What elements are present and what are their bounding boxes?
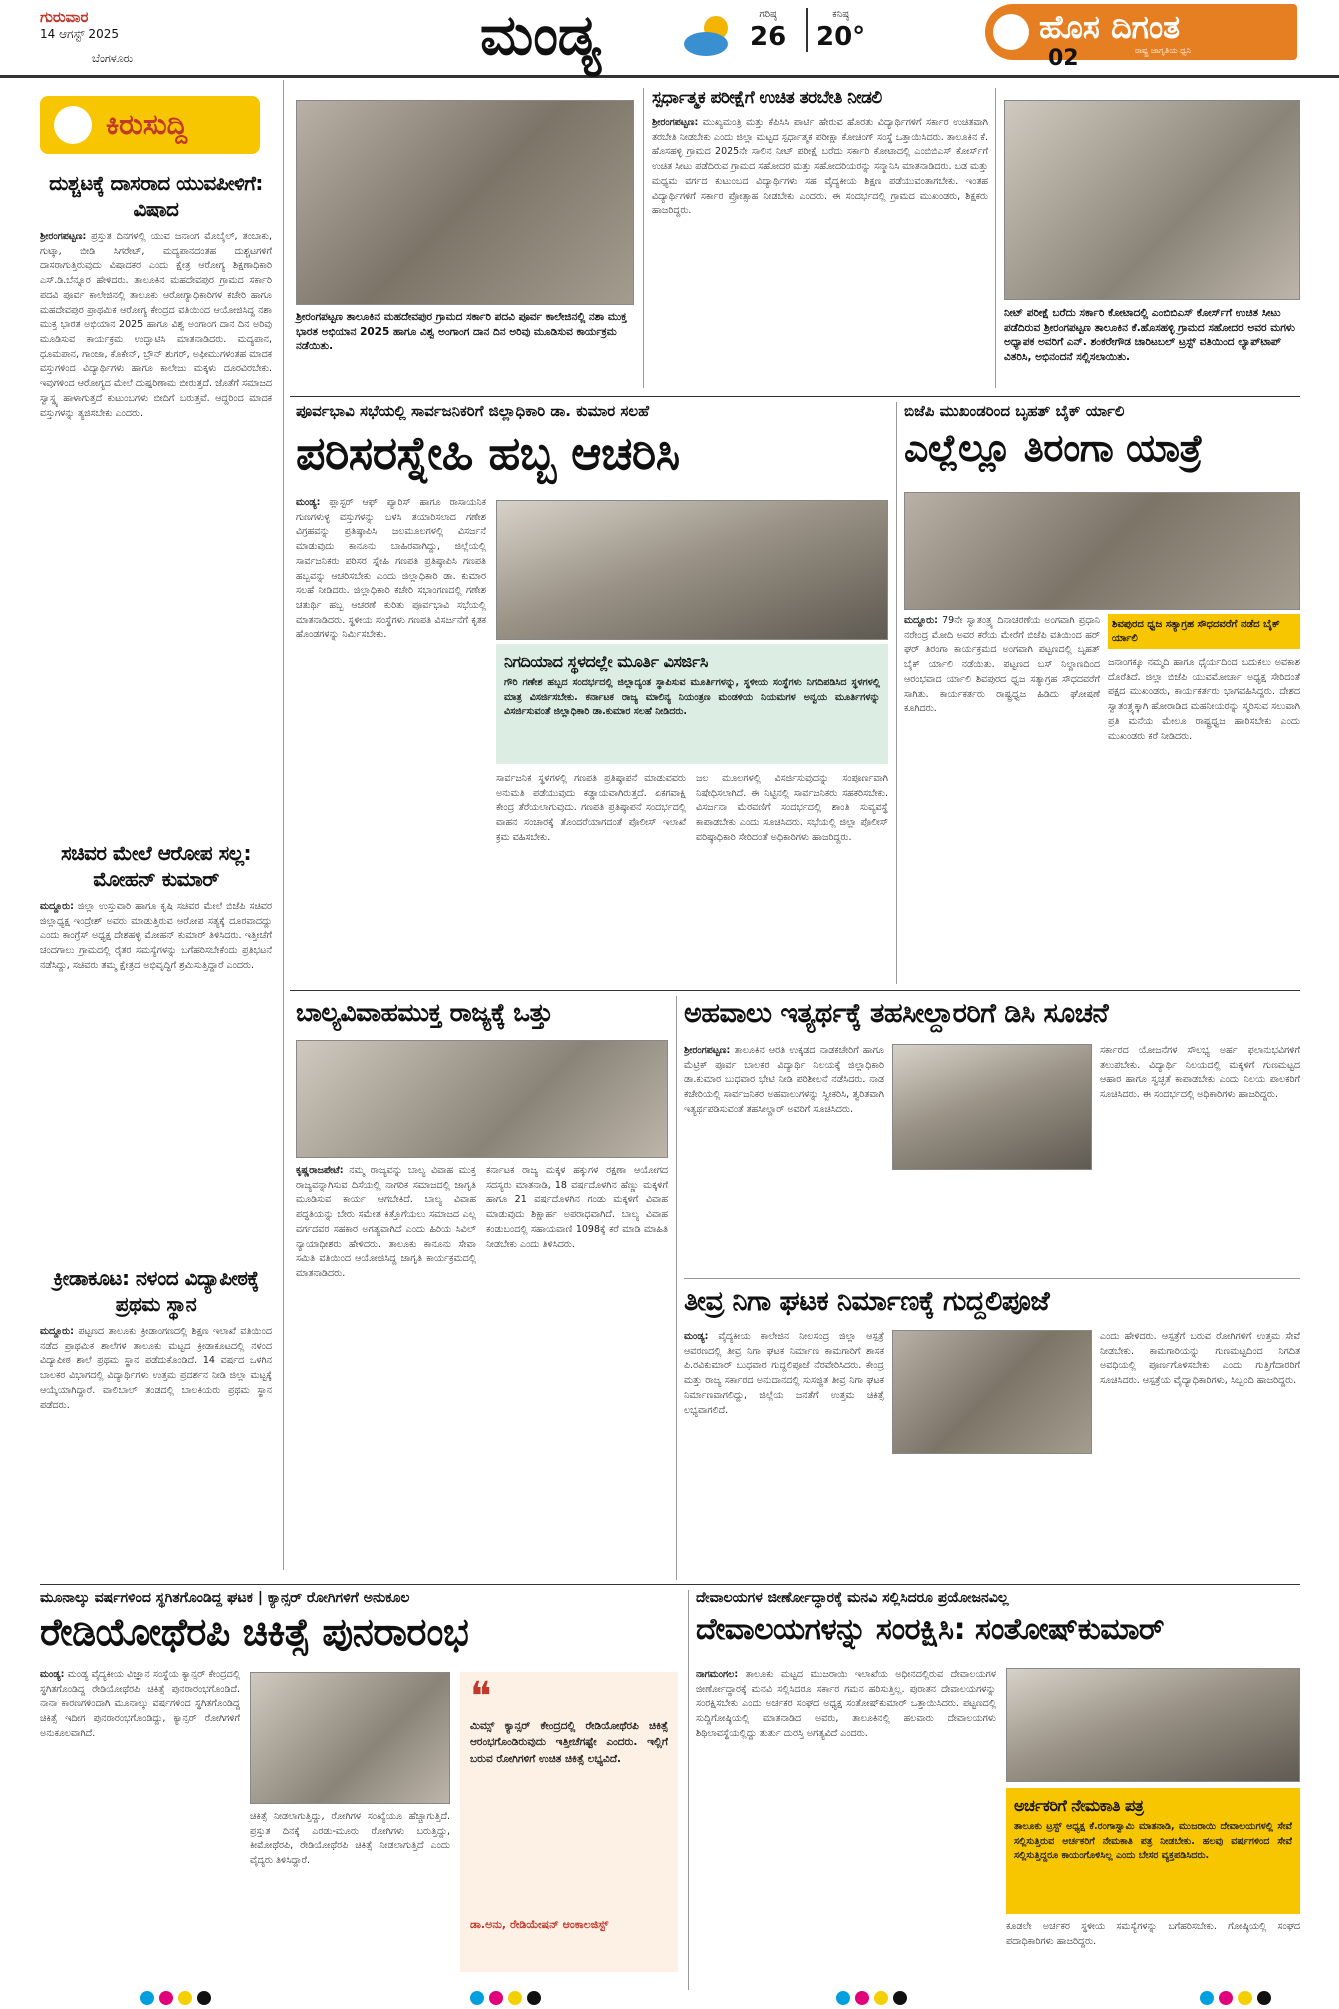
child-col2: ಕರ್ನಾಟಕ ರಾಜ್ಯ ಮಕ್ಕಳ ಹಕ್ಕುಗಳ ರಕ್ಷಣಾ ಆಯೋಗದ ಸದಸ್ಯರು ಮಾತನಾಡಿ, 18 ವರ್ಷದೊಳಗಿನ ಹೆಣ್ಣು ಮಕ್ಕಳಿಗೆ ಹಾಗೂ 21 ವರ್ಷದೊಳಗಿನ ಗಂಡು ಮಕ್ಕಳಿಗೆ ವಿವಾಹ ಮಾಡುವುದು ಶಿಕ್ಷಾರ್ಹ ಅಪರಾಧವಾಗಿದೆ. ಬಾಲ್ಯ ವಿವಾಹ ಕಂಡುಬಂದಲ್ಲಿ ಸಹಾಯವಾಣಿ 1098ಕ್ಕೆ ಕರೆ ಮಾಡಿ ಮಾಹಿತಿ ನೀಡಬೇಕು ಎಂದು ತಿಳಿಸಿದರು. (486, 1165, 668, 1250)
parisara-col1: ಮಂಡ್ಯ: ಪ್ಲಾಸ್ಟರ್ ಆಫ್ ಪ್ಯಾರಿಸ್ ಹಾಗೂ ರಾಸಾಯನಿಕ ಗುಣಗಳುಳ್ಳ ವಸ್ತುಗಳನ್ನು ಬಳಸಿ ತಯಾರಿಸಲಾದ ಗಣೇಶ ವಿಗ್ರಹವನ್ನು ಪ್ರತಿಷ್ಠಾಪಿಸಿ ಜಲಮೂಲಗಳಲ್ಲಿ ವಿಸರ್ಜನೆ ಮಾಡುವುದು ಕಾನೂನು ಬಾಹಿರವಾಗಿದ್ದು, ಜಿಲ್ಲೆಯಲ್ಲಿ ಸಾರ್ವಜನಿಕರು ಪರಿಸರ ಸ್ನೇಹಿ ಗಣಪತಿ ಪ್ರತಿಷ್ಠಾಪಿಸಿ ಗಣಪತಿ ಹಬ್ಬವನ್ನು ಆಚರಿಸಬೇಕು ಎಂದು ಜಿಲ್ಲಾಧಿಕಾರಿ ಡಾ. ಕುಮಾರ ಸಲಹೆ ನೀಡಿದರು. ಜಿಲ್ಲಾಧಿಕಾರಿ ಕಚೇರಿ ಸಭಾಂಗಣದಲ್ಲಿ ಗಣೇಶ ಚತುರ್ಥಿ ಹಬ್ಬ ಆಚರಣೆ ಕುರಿತು ಪೂರ್ವಭಾವಿ ಸಭೆಯಲ್ಲಿ ಮಾತನಾಡಿದರು. ಸ್ಥಳೀಯ ಸಂಸ್ಥೆಗಳು ಗಣಪತಿ ವಿಸರ್ಜನೆಗೆ ಕೃತಕ ಹೊಂಡಗಳನ್ನು ನಿರ್ಮಿಸಬೇಕು. (296, 497, 486, 641)
report-headline: ಅಹವಾಲು ಇತ್ಯರ್ಥಕ್ಕೆ ತಹಸೀಲ್ದಾರರಿಗೆ ಡಿಸಿ ಸೂಚನೆ (684, 998, 1109, 1029)
kirusuddi-story-1: ದುಶ್ಚಟಕ್ಕೆ ದಾಸರಾದ ಯುವಪೀಳಿಗೆ: ವಿಷಾದ ಶ್ರೀರಂಗಪಟ್ಟಣ: ಪ್ರಸ್ತುತ ದಿನಗಳಲ್ಲಿ ಯುವ ಜನಾಂಗ ಮೊಬೈಲ್, ತಂಬಾಕು, ಗುಟ್ಕಾ, ಬೀಡಿ ಸಿಗರೇಟ್, ಮದ್ಯಪಾನದಂತಹ ದುಶ್ಚಟಗಳಿಗೆ ದಾಸರಾಗುತ್ತಿರುವುದು ವಿಷಾದಕರ ಎಂದು ಕ್ಷೇತ್ರ ಆರೋಗ್ಯ ಶಿಕ್ಷಣಾಧಿಕಾರಿ ಎಸ್.ಡಿ.ಬೆನ್ನೂರ ಹೇಳಿದರು. ತಾಲೂಕಿನ ಮಹದೇವಪುರ ಗ್ರಾಮದ ಸರ್ಕಾರಿ ಪದವಿ ಪೂರ್ವ ಕಾಲೇಜಿನಲ್ಲಿ ತಾಲೂಕು ಆರೋಗ್ಯಾಧಿಕಾರಿಗಳ ಕಚೇರಿ ಹಾಗೂ ಮಹದೇವಪುರ ಪ್ರಾಥಮಿಕ ಆರೋಗ್ಯ ಕೇಂದ್ರದ ವತಿಯಿಂದ ಆಯೋಜಿಸಿದ್ದ ನಶಾ ಮುಕ್ತ ಭಾರತ ಅಭಿಯಾನ 2025 ಹಾಗೂ ವಿಶ್ವ ಅಂಗಾಂಗ ದಾನ ದಿನ ಅರಿವು ಮೂಡಿಸುವ ಕಾರ್ಯಕ್ರಮ ಉದ್ಘಾಟಿಸಿ ಮಾತನಾಡಿದರು. ಮದ್ಯಪಾನ, ಧೂಮಪಾನ, ಗಾಂಜಾ, ಕೊಕೇನ್, ಬ್ರೌನ್ ಶುಗರ್, ಅಫೀಮುಗಳಂತಹ ಮಾದಕ ವಸ್ತುಗಳಿಂದ ವಿದ್ಯಾರ್ಥಿಗಳು ಹಾಗೂ ಕಾಲೇಜು ಮಕ್ಕಳು ದೂರವಿರಬೇಕು. ಇವುಗಳಿಂದ ಆರೋಗ್ಯದ ಮೇಲೆ ದುಷ್ಪರಿಣಾಮ ಬೀರುತ್ತದೆ. ಜೊತೆಗೆ ಸಮಾಜದ ಸ್ವಾಸ್ಥ್ಯ ಹಾಳಾಗುತ್ತದೆ ಕುಟುಂಬಗಳು ಬೀದಿಗೆ ಬರುತ್ತವೆ. ಆದ್ದರಿಂದ ಮಾದಕ ವಸ್ತುಗಳನ್ನು ತ್ಯಜಿಸಬೇಕು ಎಂದರು. (40, 171, 272, 419)
registration-marks-far-right (1200, 1990, 1276, 2009)
icu-headline: ತೀವ್ರ ನಿಗಾ ಘಟಕ ನಿರ್ಮಾಣಕ್ಕೆ ಗುದ್ದಲಿಪೂಜೆ (684, 1286, 1050, 1317)
report-col1: ಶ್ರೀರಂಗಪಟ್ಟಣ: ತಾಲೂಕಿನ ಆರತಿ ಉಕ್ಕಡದ ನಾಡಕಚೇರಿಗೆ ಹಾಗೂ ಮೆಟ್ರಿಕ್ ಪೂರ್ವ ಬಾಲಕರ ವಿದ್ಯಾರ್ಥಿ ನಿಲಯಕ್ಕೆ ಜಿಲ್ಲಾಧಿಕಾರಿ ಡಾ.ಕುಮಾರ ಬುಧವಾರ ಭೇಟಿ ನೀಡಿ ಪರಿಶೀಲನೆ ನಡೆಸಿದರು. ನಾಡ ಕಚೇರಿಯಲ್ಲಿ ಸಾರ್ವಜನಿಕರ ಅಹವಾಲುಗಳನ್ನು ಸ್ವೀಕರಿಸಿ, ತ್ವರಿತವಾಗಿ ಇತ್ಯರ್ಥಪಡಿಸುವಂತೆ ತಹಸೀಲ್ದಾರ್ ಅವರಿಗೆ ಸೂಚಿಸಿದರು. (684, 1045, 884, 1115)
photo-press-meet (1006, 1668, 1300, 1782)
story-radiotherapy: ಮೂನಾಲ್ಕು ವರ್ಷಗಳಿಂದ ಸ್ಥಗಿತಗೊಂಡಿದ್ದ ಘಟಕ | ಕ್ಯಾನ್ಸರ್ ರೋಗಿಗಳಿಗೆ ಅನುಕೂಲ ರೇಡಿಯೋಥೆರಪಿ ಚಿಕಿತ್ಸೆ ಪುನರಾರಂಭ (40, 1590, 469, 1654)
quote-author: ಡಾ.ಅನು, ರೇಡಿಯೇಷನ್ ಆಂಕಾಲಜಿಸ್ಟ್ (470, 1918, 609, 1931)
header-city: ಬೆಂಗಳೂರು (92, 52, 134, 65)
edition-title: ಮಂಡ್ಯ (480, 3, 601, 68)
photo-neet-students (1004, 100, 1300, 300)
parisara-box: ನಿಗದಿಯಾದ ಸ್ಥಳದಲ್ಲೇ ಮೂರ್ತಿ ವಿಸರ್ಜಿಸಿ ಗೌರಿ ಗಣೇಶ ಹಬ್ಬದ ಸಂದರ್ಭದಲ್ಲಿ ಜಿಲ್ಲಾದ್ಯಂತ ಸ್ಥಾಪಿಸುವ ಮೂರ್ತಿಗಳನ್ನು, ಸ್ಥಳೀಯ ಸಂಸ್ಥೆಗಳು ನಿಗದಿಪಡಿಸಿದ ಸ್ಥಳಗಳಲ್ಲಿ ಮಾತ್ರ ವಿಸರ್ಜಿಸಬೇಕು. ಕರ್ನಾಟಕ ರಾಜ್ಯ ಮಾಲಿನ್ಯ ನಿಯಂತ್ರಣ ಮಂಡಳಿಯ ನಿಯಮಗಳ ಅನ್ವಯ ಮೂರ್ತಿಗಳನ್ನು ವಿಸರ್ಜಿಸುವಂತೆ ಜಿಲ್ಲಾಧಿಕಾರಿ ಡಾ.ಕುಮಾರ ಸಲಹೆ ನೀಡಿದರು. (496, 644, 888, 764)
story-temple: ದೇವಾಲಯಗಳ ಜೀರ್ಣೋದ್ಧಾರಕ್ಕೆ ಮನವಿ ಸಲ್ಲಿಸಿದರೂ ಪ್ರಯೋಜನವಿಲ್ಲ ದೇವಾಲಯಗಳನ್ನು ಸಂರಕ್ಷಿಸಿ: ಸಂತೋಷ್‌ಕುಮಾರ್ (696, 1590, 1164, 1647)
registration-marks-right (836, 1990, 912, 2009)
weather-max: ಗರಿಷ್ಠ 26 (750, 9, 787, 52)
paper-logo: ಹೊಸ ದಿಗಂತ ರಾಷ್ಟ್ರ ಜಾಗೃತಿಯ ಧ್ವನಿ (985, 4, 1297, 60)
quote-icon: ❝ (470, 1674, 492, 1720)
report-col2: ಸರ್ಕಾರದ ಯೋಜನೆಗಳ ಸೌಲಭ್ಯ ಅರ್ಹ ಫಲಾನುಭವಿಗಳಿಗೆ ತಲುಪಬೇಕು. ವಿದ್ಯಾರ್ಥಿ ನಿಲಯದಲ್ಲಿ ಮಕ್ಕಳಿಗೆ ಗುಣಮಟ್ಟದ ಆಹಾರ ಹಾಗೂ ಸ್ವಚ್ಛತೆ ಕಾಪಾಡಬೇಕು ಎಂದು ನಿಲಯ ಪಾಲಕರಿಗೆ ಸೂಚಿಸಿದರು. ಈ ಸಂದರ್ಭದಲ್ಲಿ ಅಧಿಕಾರಿಗಳು ಹಾಜರಿದ್ದರು. (1100, 1045, 1300, 1101)
parisara-col3: ಜಲ ಮೂಲಗಳಲ್ಲಿ ವಿಸರ್ಜಿಸುವುದನ್ನು ಸಂಪೂರ್ಣವಾಗಿ ನಿಷೇಧಿಸಲಾಗಿದೆ. ಈ ನಿಟ್ಟಿನಲ್ಲಿ ಸಾರ್ವಜನಿಕರು ಸಹಕರಿಸಬೇಕು. ವಿಸರ್ಜನಾ ಮೆರವಣಿಗೆ ಸಂದರ್ಭದಲ್ಲಿ ಶಾಂತಿ ಸುವ್ಯವಸ್ಥೆ ಕಾಪಾಡಬೇಕು ಎಂದು ಸೂಚಿಸಿದರು. ಸಭೆಯಲ್ಲಿ ಜಿಲ್ಲಾ ಪೊಲೀಸ್ ವರಿಷ್ಠಾಧಿಕಾರಿ ಸೇರಿದಂತೆ ಅಧಿಕಾರಿಗಳು ಹಾಜರಿದ್ದರು. (696, 773, 888, 843)
tiranga-col1: ಮದ್ದೂರು: 79ನೇ ಸ್ವಾತಂತ್ರ್ಯ ದಿನಾಚರಣೆಯ ಅಂಗವಾಗಿ ಪ್ರಧಾನಿ ನರೇಂದ್ರ ಮೋದಿ ಅವರ ಕರೆಯ ಮೇರೆಗೆ ಬಿಜೆಪಿ ವತಿಯಿಂದ ಹರ್ ಘರ್ ತಿರಂಗಾ ಕಾರ್ಯಕ್ರಮದ ಅಂಗವಾಗಿ ಪಟ್ಟಣದಲ್ಲಿ ಬೃಹತ್ ಬೈಕ್ ರ್ಯಾಲಿ ನಡೆಯಿತು. ಪಟ್ಟಣದ ಬಸ್ ನಿಲ್ದಾಣದಿಂದ ಆರಂಭವಾದ ರ್ಯಾಲಿ ಶಿವಪುರದ ಧ್ವಜ ಸತ್ಯಾಗ್ರಹ ಸೌಧದವರೆಗೆ ಸಾಗಿತು. ಕಾರ್ಯಕರ್ತರು ರಾಷ್ಟ್ರಧ್ವಜ ಹಿಡಿದು ಘೋಷಣೆ ಕೂಗಿದರು. (904, 615, 1100, 715)
tiranga-col2: ಜನಾಂಗಕ್ಕೂ ನಮ್ಮದಿ ಹಾಗೂ ಧೈರ್ಯದಿಂದ ಬದುಕಲು ಅವಕಾಶ ದೊರೆತಿದೆ. ಜಿಲ್ಲಾ ಬಿಜೆಪಿ ಯುವಮೋರ್ಚಾ ಅಧ್ಯಕ್ಷ ಸೇರಿದಂತೆ ಪಕ್ಷದ ಮುಖಂಡರು, ಕಾರ್ಯಕರ್ತರು ಭಾಗವಹಿಸಿದ್ದರು. ದೇಶದ ಸ್ವಾತಂತ್ರ್ಯಕ್ಕಾಗಿ ಹೋರಾಡಿದ ಮಹನೀಯರನ್ನು ಸ್ಮರಿಸುವ ಸಲುವಾಗಿ ಪ್ರತಿ ಮನೆಯ ಮೇಲೂ ರಾಷ್ಟ್ರಧ್ವಜ ಹಾರಿಸಬೇಕು ಎಂದು ಮುಖಂಡರು ಕರೆ ನೀಡಿದರು. (1108, 657, 1300, 742)
story-parisara: ಪೂರ್ವಭಾವಿ ಸಭೆಯಲ್ಲಿ ಸಾರ್ವಜನಿಕರಿಗೆ ಜಿಲ್ಲಾಧಿಕಾರಿ ಡಾ. ಕುಮಾರ ಸಲಹೆ ಪರಿಸರಸ್ನೇಹಿ ಹಬ್ಬ ಆಚರಿಸಿ (296, 402, 680, 480)
weather-icon (680, 10, 740, 60)
photo-caption: ನೀಟ್ ಪರೀಕ್ಷೆ ಬರೆದು ಸರ್ಕಾರಿ ಕೋಟಾದಲ್ಲಿ ಎಂಬಿಬಿಎಸ್ ಕೋರ್ಸ್‌ಗೆ ಉಚಿತ ಸೀಟು ಪಡೆದಿರುವ ಶ್ರೀರಂಗಪಟ್ಟಣ ತಾಲೂಕಿನ ಕೆ.ಹೊಸಹಳ್ಳಿ ಗ್ರಾಮದ ಸಹೋದರ ಅವರ ಮಗಳು ಅಧ್ಯಾಪಕ ಅವರಿಗೆ ಎನ್. ಶಂಕರೇಗೌಡ ಚಾರಿಟಬಲ್ ಟ್ರಸ್ಟ್ ವತಿಯಿಂದ ಲ್ಯಾಪ್‌ಟಾಪ್ ವಿತರಿಸಿ, ಅಭಿನಂದನೆ ಸಲ್ಲಿಸಲಾಯಿತು. (1004, 307, 1295, 364)
tiranga-photo-tag: ಶಿವಪುರದ ಧ್ವಜ ಸತ್ಯಾಗ್ರಹ ಸೌಧದವರೆಗೆ ನಡೆದ ಬೈಕ್ ರ್ಯಾಲಿ (1108, 614, 1300, 649)
temple-col1: ನಾಗಮಂಗಲ: ತಾಲೂಕು ಮಟ್ಟದ ಮುಜರಾಯಿ ಇಲಾಖೆಯ ಅಧೀನದಲ್ಲಿರುವ ದೇವಾಲಯಗಳ ಜೀರ್ಣೋದ್ಧಾರಕ್ಕೆ ಮನವಿ ಸಲ್ಲಿಸಿದರೂ ಸರ್ಕಾರ ಗಮನ ಹರಿಸುತ್ತಿಲ್ಲ. ಪುರಾತನ ದೇವಾಲಯಗಳನ್ನು ಸಂರಕ್ಷಿಸಬೇಕು ಎಂದು ಅರ್ಚಕರ ಸಂಘದ ಅಧ್ಯಕ್ಷ ಸಂತೋಷ್‌ಕುಮಾರ್ ಒತ್ತಾಯಿಸಿದರು. ಪಟ್ಟಣದಲ್ಲಿ ಸುದ್ದಿಗೋಷ್ಠಿಯಲ್ಲಿ ಮಾತನಾಡಿದ ಅವರು, ತಾಲೂಕಿನಲ್ಲಿ ಹಲವಾರು ದೇವಾಲಯಗಳು ಶಿಥಿಲಾವಸ್ಥೆಯಲ್ಲಿದ್ದು ತುರ್ತು ದುರಸ್ತಿ ಅಗತ್ಯವಿದೆ ಎಂದರು. (696, 1669, 996, 1739)
icu-col2: ಎಂದು ಹೇಳಿದರು. ಆಸ್ಪತ್ರೆಗೆ ಬರುವ ರೋಗಿಗಳಿಗೆ ಉತ್ತಮ ಸೇವೆ ನೀಡಬೇಕು. ಕಾಮಗಾರಿಯನ್ನು ಗುಣಮಟ್ಟದಿಂದ ನಿಗದಿತ ಅವಧಿಯಲ್ಲಿ ಪೂರ್ಣಗೊಳಿಸಬೇಕು ಎಂದು ಗುತ್ತಿಗೆದಾರರಿಗೆ ಸೂಚಿಸಿದರು. ಆಸ್ಪತ್ರೆಯ ವೈದ್ಯಾಧಿಕಾರಿಗಳು, ಸಿಬ್ಬಂದಿ ಹಾಜರಿದ್ದರು. (1100, 1331, 1300, 1387)
photo-bike-rally (904, 492, 1300, 610)
photo-nasha-mukta (296, 100, 634, 305)
icu-col1: ಮಂಡ್ಯ: ವೈದ್ಯಕೀಯ ಕಾಲೇಜಿನ ನೀಲಸಂದ್ರ ಜಿಲ್ಲಾ ಆಸ್ಪತ್ರೆ ಆವರಣದಲ್ಲಿ ತೀವ್ರ ನಿಗಾ ಘಟಕ ನಿರ್ಮಾಣ ಕಾಮಗಾರಿಗೆ ಶಾಸಕ ಪಿ.ರವಿಕುಮಾರ್ ಬುಧವಾರ ಗುದ್ದಲಿಪೂಜೆ ನೆರವೇರಿಸಿದರು. ಕೇಂದ್ರ ಮತ್ತು ರಾಜ್ಯ ಸರ್ಕಾರದ ಅನುದಾನದಲ್ಲಿ ಸುಸಜ್ಜಿತ ತೀವ್ರ ನಿಗಾ ಘಟಕ ನಿರ್ಮಾಣವಾಗಲಿದ್ದು, ಜಿಲ್ಲೆಯ ಜನತೆಗೆ ಉತ್ತಮ ಚಿಕಿತ್ಸೆ ಲಭ್ಯವಾಗಲಿದೆ. (684, 1331, 884, 1416)
child-col1: ಕೃಷ್ಣರಾಜಪೇಟೆ: ನಮ್ಮ ರಾಜ್ಯವನ್ನು ಬಾಲ್ಯ ವಿವಾಹ ಮುಕ್ತ ರಾಜ್ಯವನ್ನಾಗಿಸುವ ದಿಸೆಯಲ್ಲಿ ನಾಗರಿಕ ಸಮಾಜದಲ್ಲಿ ಜಾಗೃತಿ ಮೂಡಿಸುವ ಕಾರ್ಯ ಆಗಬೇಕಿದೆ. ಬಾಲ್ಯ ವಿವಾಹ ಪದ್ಧತಿಯನ್ನು ಬೇರು ಸಮೇತ ಕಿತ್ತೊಗೆಯಲು ಸಮಾಜದ ಎಲ್ಲ ವರ್ಗದವರ ಸಹಕಾರ ಅಗತ್ಯವಾಗಿದೆ ಎಂದು ಹಿರಿಯ ಸಿವಿಲ್ ನ್ಯಾಯಾಧೀಶರು ಹೇಳಿದರು. ತಾಲೂಕು ಕಾನೂನು ಸೇವಾ ಸಮಿತಿ ವತಿಯಿಂದ ಆಯೋಜಿಸಿದ್ದ ಜಾಗೃತಿ ಕಾರ್ಯಕ್ರಮದಲ್ಲಿ ಮಾತನಾಡಿದರು. (296, 1165, 476, 1280)
header-left (40, 8, 119, 42)
child-marriage-headline: ಬಾಲ್ಯವಿವಾಹಮುಕ್ತ ರಾಜ್ಯಕ್ಕೆ ಒತ್ತು (296, 998, 553, 1027)
registration-marks-center (470, 1990, 546, 2009)
photo-dc-meeting (496, 500, 888, 640)
story-headline: ಸಚಿವರ ಮೇಲೆ ಆರೋಪ ಸಲ್ಲ: ಮೋಹನ್ ಕುಮಾರ್ (60, 841, 252, 891)
kirusuddi-label: ಕಿರುಸುದ್ದಿ (40, 96, 260, 154)
radio-col1: ಮಂಡ್ಯ: ಮಂಡ್ಯ ವೈದ್ಯಕೀಯ ವಿಜ್ಞಾನ ಸಂಸ್ಥೆಯ ಕ್ಯಾನ್ಸರ್ ಕೇಂದ್ರದಲ್ಲಿ ಸ್ಥಗಿತಗೊಂಡಿದ್ದ ರೇಡಿಯೋಥೆರಪಿ ಚಿಕಿತ್ಸೆ ಪುನರಾರಂಭಗೊಂಡಿದೆ. ನಾನಾ ಕಾರಣಗಳಿಂದಾಗಿ ಮೂನಾಲ್ಕು ವರ್ಷಗಳಿಂದ ಸ್ಥಗಿತಗೊಂಡಿದ್ದ ಚಿಕಿತ್ಸೆ ಇದೀಗ ಪುನರಾರಂಭಗೊಂಡಿದ್ದು, ಕ್ಯಾನ್ಸರ್ ರೋಗಿಗಳಿಗೆ ಅನುಕೂಲವಾಗಿದೆ. (40, 1669, 240, 1739)
story-headline: ದುಶ್ಚಟಕ್ಕೆ ದಾಸರಾದ ಯುವಪೀಳಿಗೆ: ವಿಷಾದ (49, 171, 263, 221)
temple-col2: ಕೂಡಲೇ ಅರ್ಚಕರ ಸ್ಥಳೀಯ ಸಮಸ್ಯೆಗಳನ್ನು ಬಗೆಹರಿಸಬೇಕು. ಗೋಷ್ಠಿಯಲ್ಲಿ ಸಂಘದ ಪದಾಧಿಕಾರಿಗಳು ಹಾಜರಿದ್ದರು. (1006, 1921, 1300, 1947)
registration-marks-left (140, 1990, 216, 2009)
logo-emblem-icon (993, 14, 1029, 50)
kirusuddi-story-3: ಕ್ರೀಡಾಕೂಟ: ನಳಂದ ವಿದ್ಯಾಪೀಠಕ್ಕೆ ಪ್ರಥಮ ಸ್ಥಾನ ಮದ್ದೂರು: ಪಟ್ಟಣದ ತಾಲೂಕು ಕ್ರೀಡಾಂಗಣದಲ್ಲಿ ಶಿಕ್ಷಣ ಇಲಾಖೆ ವತಿಯಿಂದ ನಡೆದ ಪ್ರಾಥಮಿಕ ಶಾಲೆಗಳ ತಾಲೂಕು ಮಟ್ಟದ ಕ್ರೀಡಾಕೂಟದಲ್ಲಿ ನಳಂದ ವಿದ್ಯಾಪೀಠ ಶಾಲೆ ಪ್ರಥಮ ಸ್ಥಾನ ಪಡೆದುಕೊಂಡಿದೆ. 14 ವರ್ಷದ ಒಳಗಿನ ಬಾಲಕರ ವಿಭಾಗದಲ್ಲಿ ವಿದ್ಯಾರ್ಥಿಗಳು ಉತ್ತಮ ಪ್ರದರ್ಶನ ನೀಡಿ ಜಿಲ್ಲಾ ಮಟ್ಟಕ್ಕೆ ಆಯ್ಕೆಯಾಗಿದ್ದಾರೆ. ವಾಲಿಬಾಲ್ ತಂಡದಲ್ಲಿ ಬಾಲಕಿಯರು ಪ್ರಥಮ ಸ್ಥಾನ ಪಡೆದರು. (40, 1266, 272, 1411)
masthead (0, 0, 1339, 78)
photo-radiotherapy (250, 1672, 450, 1804)
page-number: 02 (1048, 46, 1079, 71)
hand-icon (54, 106, 92, 144)
radio-quote-box: ❝ ಮಿಮ್ಸ್ ಕ್ಯಾನ್ಸರ್ ಕೇಂದ್ರದಲ್ಲಿ ರೇಡಿಯೋಥೆರಪಿ ಚಿಕಿತ್ಸೆ ಆರಂಭಗೊಂಡಿರುವುದು ಇತ್ತೀಚೆಗಷ್ಟೇ ಎಂದರು. ಇಲ್ಲಿಗೆ ಬರುವ ರೋಗಿಗಳಿಗೆ ಉಚಿತ ಚಿಕಿತ್ಸೆ ಲಭ್ಯವಿದೆ. ಡಾ.ಅನು, ರೇಡಿಯೇಷನ್ ಆಂಕಾಲಜಿಸ್ಟ್ (460, 1672, 678, 1972)
parisara-col2: ಸಾರ್ವಜನಿಕ ಸ್ಥಳಗಳಲ್ಲಿ ಗಣಪತಿ ಪ್ರತಿಷ್ಠಾಪನೆ ಮಾಡುವವರು ಅನುಮತಿ ಪಡೆಯುವುದು ಕಡ್ಡಾಯವಾಗಿರುತ್ತದೆ. ಏಕಗವಾಕ್ಷಿ ಕೇಂದ್ರ ತೆರೆಯಲಾಗುವುದು. ಗಣಪತಿ ಪ್ರತಿಷ್ಠಾಪನೆ ಸಂದರ್ಭದಲ್ಲಿ ವಾಹನ ಸಂಚಾರಕ್ಕೆ ತೊಂದರೆಯಾಗದಂತೆ ಪೊಲೀಸ್ ಇಲಾಖೆ ಕ್ರಮ ವಹಿಸಬೇಕು. (496, 773, 686, 843)
kirusuddi-story-2: ಸಚಿವರ ಮೇಲೆ ಆರೋಪ ಸಲ್ಲ: ಮೋಹನ್ ಕುಮಾರ್ ಮದ್ದೂರು: ಜಿಲ್ಲಾ ಉಸ್ತುವಾರಿ ಹಾಗೂ ಕೃಷಿ ಸಚಿವರ ಮೇಲೆ ಬಿಜೆಪಿ ಸಚಿವರ ಜಿಲ್ಲಾಧ್ಯಕ್ಷ ಇಂದ್ರೇಶ್ ಅವರು ಮಾಡುತ್ತಿರುವ ಆರೋಪ ಸತ್ಯಕ್ಕೆ ದೂರವಾದದ್ದು ಎಂದು ಕಾಂಗ್ರೆಸ್ ಅಧ್ಯಕ್ಷ ದೇಶಹಳ್ಳಿ ಮೋಹನ್ ಕುಮಾರ್ ತಿಳಿಸಿದರು. ಇತ್ತೀಚೆಗೆ ಚಂದಗಾಲು ಗ್ರಾಮದಲ್ಲಿ ರೈತರ ಸಮಸ್ಯೆಗಳನ್ನು ಬಗೆಹರಿಸಬೇಕೆಂದು ಪ್ರತಿಭಟನೆ ನಡೆಸಿದ್ದು, ಸಚಿವರು ತಮ್ಮ ಕ್ಷೇತ್ರದ ಅಭಿವೃದ್ಧಿಗೆ ಶ್ರಮಿಸುತ್ತಿದ್ದಾರೆ ಎಂದರು. (40, 841, 272, 971)
photo-caption: ಶ್ರೀರಂಗಪಟ್ಟಣ ತಾಲೂಕಿನ ಮಹದೇವಪುರ ಗ್ರಾಮದ ಸರ್ಕಾರಿ ಪದವಿ ಪೂರ್ವ ಕಾಲೇಜಿನಲ್ಲಿ ನಶಾ ಮುಕ್ತ ಭಾರತ ಅಭಿಯಾನ 2025 ಹಾಗೂ ವಿಶ್ವ ಅಂಗಾಂಗ ದಾನ ದಿನ ಅರಿವು ಮೂಡಿಸುವ ಕಾರ್ಯಕ್ರಮ ನಡೆಯಿತು. (296, 311, 627, 353)
story-competition: ಸ್ಪರ್ಧಾತ್ಮಕ ಪರೀಕ್ಷೆಗೆ ಉಚಿತ ತರಬೇತಿ ನೀಡಲಿ ಶ್ರೀರಂಗಪಟ್ಟಣ: ಮುಖ್ಯಮಂತ್ರಿ ಮತ್ತು ಕೆಪಿಸಿಸಿ ಪಾರ್ಟಿ ಹೇರುವ ಹೊರತು ವಿದ್ಯಾರ್ಥಿಗಳಿಗೆ ಸರ್ಕಾರ ಉಚಿತವಾಗಿ ತರಬೇತಿ ನೀಡಬೇಕು ಎಂದು ಜಿಲ್ಲಾ ಮಟ್ಟದ ಸ್ಪರ್ಧಾತ್ಮಕ ಪರೀಕ್ಷಾ ಕೋಚಿಂಗ್ ಸಂಸ್ಥೆ ಒತ್ತಾಯಿಸಿದರು. ತಾಲೂಕಿನ ಕೆ. ಹೊಸಹಳ್ಳಿ ಗ್ರಾಮದ 2025ನೇ ಸಾಲಿನ ನೀಟ್ ಪರೀಕ್ಷೆ ಬರೆದು ಸರ್ಕಾರಿ ಕೋಟಾದಲ್ಲಿ ಎಂಬಿಬಿಎಸ್ ಕೋರ್ಸ್‌ಗೆ ಉಚಿತ ಸೀಟು ಪಡೆದಿರುವ ಗ್ರಾಮದ ಸಹೋದರ ಮತ್ತು ಸಹೋದರಿಯರನ್ನು ಸನ್ಮಾನಿಸಿ ಮಾತನಾಡಿದರು. ಬಡ ಮತ್ತು ಮಧ್ಯಮ ವರ್ಗದ ಕುಟುಂಬದ ವಿದ್ಯಾರ್ಥಿಗಳು ಸಹ ವೈದ್ಯಕೀಯ ಶಿಕ್ಷಣ ಪಡೆಯುವಂತಾಗಬೇಕು. ಇಂತಹ ವಿದ್ಯಾರ್ಥಿಗಳಿಗೆ ಸರ್ಕಾರ ಪ್ರೋತ್ಸಾಹ ನೀಡಬೇಕು ಎಂದರು. ಈ ಸಂದರ್ಭದಲ್ಲಿ ಗ್ರಾಮದ ಮುಖಂಡರು, ಶಿಕ್ಷಕರು ಹಾಜರಿದ್ದರು. (652, 88, 988, 217)
photo-awareness (296, 1040, 668, 1158)
story-headline: ಕ್ರೀಡಾಕೂಟ: ನಳಂದ ವಿದ್ಯಾಪೀಠಕ್ಕೆ ಪ್ರಥಮ ಸ್ಥಾನ (53, 1266, 259, 1316)
header-date: 14 ಆಗಸ್ಟ್ 2025 (40, 27, 119, 41)
weather-min: ಕನಿಷ್ಠ 20° (806, 8, 865, 52)
temple-box: ಅರ್ಚಕರಿಗೆ ನೇಮಕಾತಿ ಪತ್ರ ತಾಲೂಕು ಟ್ರಸ್ಟ್ ಅಧ್ಯಕ್ಷ ಕೆ.ರಂಗಾಸ್ವಾಮಿ ಮಾತನಾಡಿ, ಮುಜರಾಯಿ ದೇವಾಲಯಗಳಲ್ಲಿ ಸೇವೆ ಸಲ್ಲಿಸುತ್ತಿರುವ ಅರ್ಚಕರಿಗೆ ನೇಮಕಾತಿ ಪತ್ರ ನೀಡಬೇಕು. ಹಲವು ವರ್ಷಗಳಿಂದ ಸೇವೆ ಸಲ್ಲಿಸುತ್ತಿದ್ದರೂ ಕಾಯಂಗೊಳಿಸಿಲ್ಲ ಎಂದು ಬೇಸರ ವ್ಯಕ್ತಪಡಿಸಿದರು. (1006, 1788, 1300, 1914)
photo-dc-visit (892, 1044, 1092, 1170)
photo-icu-pooja (892, 1330, 1092, 1454)
header-day: ಗುರುವಾರ (40, 8, 89, 26)
story-tiranga: ಬಿಜೆಪಿ ಮುಖಂಡರಿಂದ ಬೃಹತ್ ಬೈಕ್ ರ್ಯಾಲಿ ಎಲ್ಲೆಲ್ಲೂ ತಿರಂಗಾ ಯಾತ್ರೆ (904, 402, 1203, 470)
radio-col2: ಚಿಕಿತ್ಸೆ ನೀಡಲಾಗುತ್ತಿದ್ದು, ರೋಗಿಗಳ ಸಂಖ್ಯೆಯೂ ಹೆಚ್ಚಾಗುತ್ತಿದೆ. ಪ್ರಸ್ತುತ ದಿನಕ್ಕೆ ಎರಡು-ಮೂರು ರೋಗಿಗಳು ಬರುತ್ತಿದ್ದು, ಕೀಮೋಥೆರಪಿ, ರೇಡಿಯೋಥೆರಪಿ ಚಿಕಿತ್ಸೆ ನೀಡಲಾಗುತ್ತಿದೆ ಎಂದು ವೈದ್ಯರು ತಿಳಿಸಿದ್ದಾರೆ. (250, 1811, 450, 1867)
